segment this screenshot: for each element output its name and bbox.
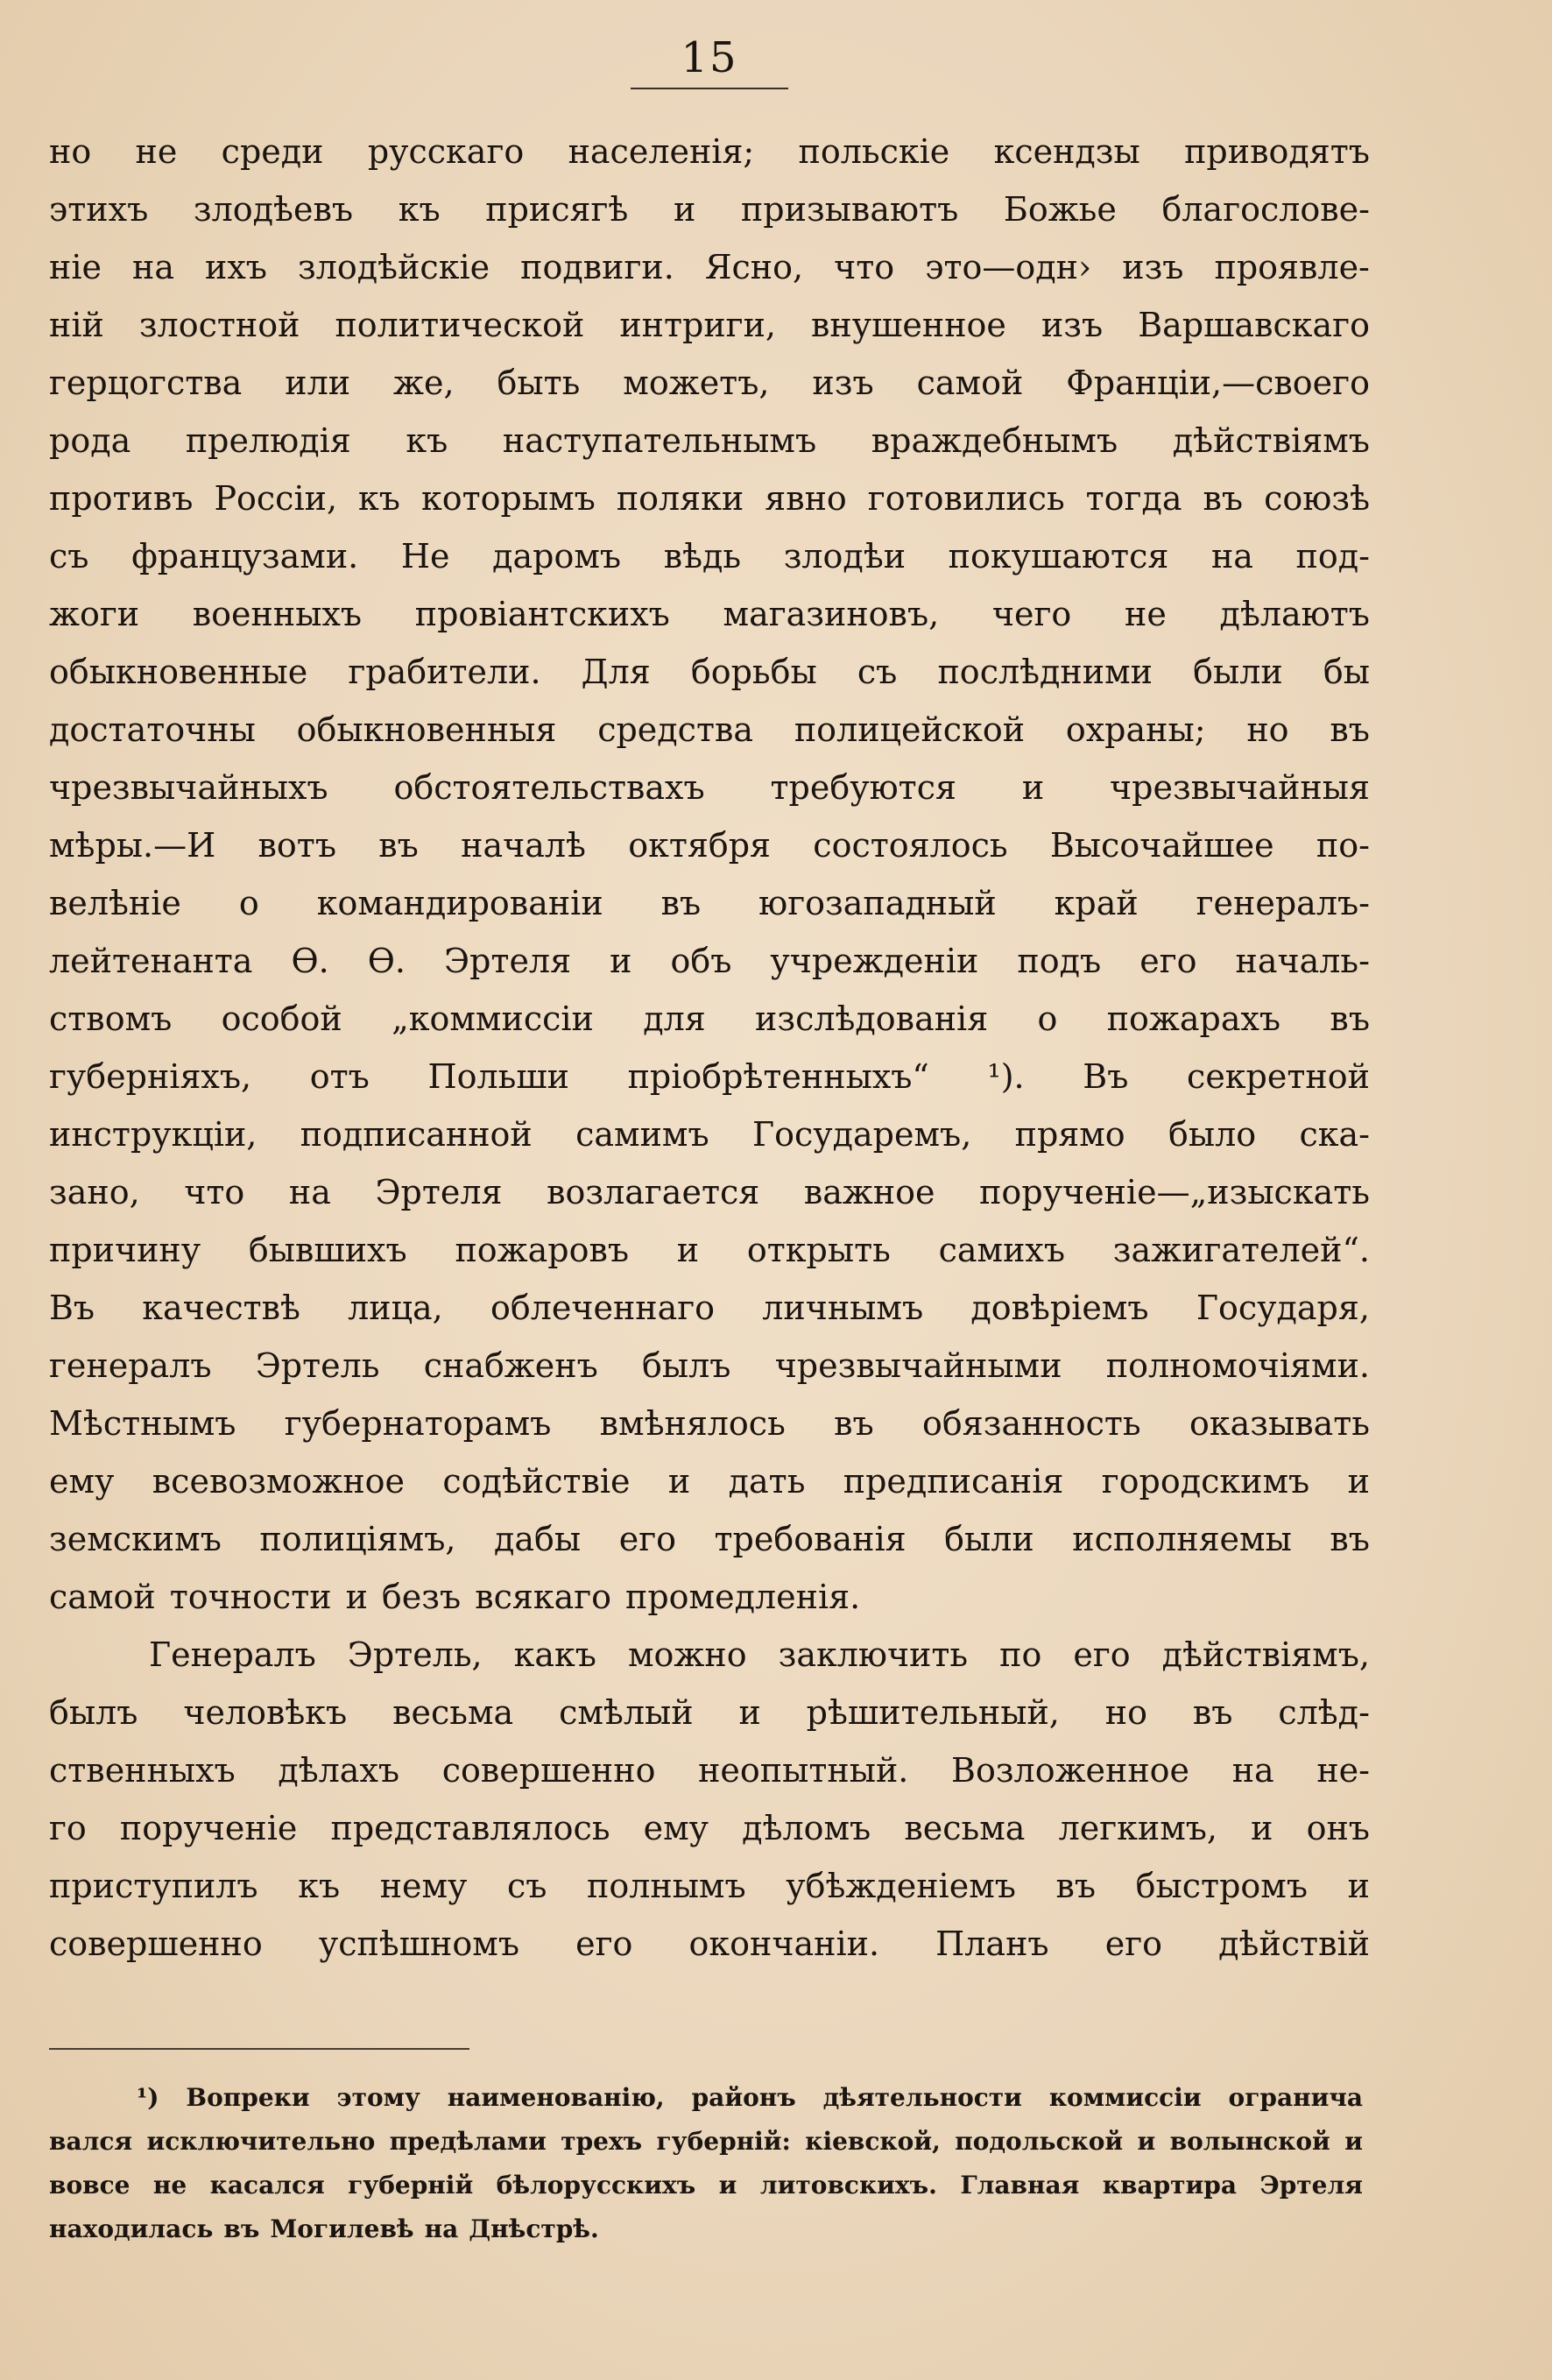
text-line: ственныхъ дѣлахъ совершенно неопытный. Возложенное на не- xyxy=(49,1751,1370,1790)
text-line: рода прелюдія къ наступательнымъ враждебнымъ дѣйствіямъ xyxy=(49,421,1370,460)
text-line: жоги военныхъ провіантскихъ магазиновъ, чего не дѣлаютъ xyxy=(49,595,1370,633)
text-line: генералъ Эртель снабженъ былъ чрезвычайными полномочіями. xyxy=(49,1346,1370,1385)
page-number: 15 xyxy=(681,33,738,82)
footnote-line: ¹) Вопреки этому наименованію, районъ дѣятельности коммиссіи огранича xyxy=(137,2083,1363,2112)
text-line: мѣры.—И вотъ въ началѣ октября состоялось Высочайшее по- xyxy=(49,826,1370,865)
footnote-line: находилась въ Могилевѣ на Днѣстрѣ. xyxy=(49,2214,599,2243)
text-line: совершенно успѣшномъ его окончаніи. Планъ его дѣйствій xyxy=(49,1924,1370,1963)
header-rule xyxy=(631,88,788,89)
text-line: съ французами. Не даромъ вѣдь злодѣи покушаются на под- xyxy=(49,537,1370,576)
text-line: самой точности и безъ всякаго промедленія. xyxy=(49,1578,861,1616)
text-line: ніе на ихъ злодѣйскіе подвиги. Ясно, что это—одн› изъ проявле- xyxy=(49,248,1370,286)
text-line: чрезвычайныхъ обстоятельствахъ требуются и чрезвычайныя xyxy=(49,768,1370,807)
text-line: го порученіе представлялось ему дѣломъ весьма легкимъ, и онъ xyxy=(49,1809,1370,1847)
text-line: ему всевозможное содѣйствіе и дать предписанія городскимъ и xyxy=(49,1462,1370,1501)
text-line: герцогства или же, быть можетъ, изъ самой Франціи,—своего xyxy=(49,364,1370,402)
text-line: Въ качествѣ лица, облеченнаго личнымъ довѣріемъ Государя, xyxy=(49,1289,1370,1327)
text-line: противъ Россіи, къ которымъ поляки явно готовились тогда въ союзѣ xyxy=(49,479,1370,518)
text-line: губерніяхъ, отъ Польши пріобрѣтенныхъ“ ¹). Въ секретной xyxy=(49,1057,1370,1096)
footnote-rule xyxy=(49,2048,469,2050)
text-line: обыкновенные грабители. Для борьбы съ послѣдними были бы xyxy=(49,653,1370,691)
text-line: ствомъ особой „коммиссіи для изслѣдованія о пожарахъ въ xyxy=(49,999,1370,1038)
text-line: ній злостной политической интриги, внушенное изъ Варшавскаго xyxy=(49,306,1370,344)
text-line: былъ человѣкъ весьма смѣлый и рѣшительный, но въ слѣд- xyxy=(49,1693,1370,1732)
text-line: этихъ злодѣевъ къ присягѣ и призываютъ Божье благослове- xyxy=(49,190,1370,229)
text-line: но не среди русскаго населенія; польскіе ксендзы приводятъ xyxy=(49,132,1370,171)
text-line: инструкціи, подписанной самимъ Государемъ, прямо было ска- xyxy=(49,1115,1370,1154)
footnotes xyxy=(49,2076,1363,2251)
text-line: земскимъ полиціямъ, дабы его требованія были исполняемы въ xyxy=(49,1520,1370,1558)
text-line: достаточны обыкновенныя средства полицейской охраны; но въ xyxy=(49,710,1370,749)
footnote-line: вался исключительно предѣлами трехъ губерній: кіевской, подольской и волынской и xyxy=(49,2127,1363,2156)
text-line: зано, что на Эртеля возлагается важное порученіе—„изыскать xyxy=(49,1173,1370,1211)
footnote-line: вовсе не касался губерній бѣлорусскихъ и литовскихъ. Главная квартира Эртеля xyxy=(49,2171,1363,2200)
text-line: велѣніе о командированіи въ югозападный край генералъ- xyxy=(49,884,1370,922)
text-line: лейтенанта Ө. Ө. Эртеля и объ учрежденіи подъ его началь- xyxy=(49,942,1370,980)
text-line: Мѣстнымъ губернаторамъ вмѣнялось въ обязанность оказывать xyxy=(49,1404,1370,1443)
body-text xyxy=(49,123,1370,1973)
text-line: причину бывшихъ пожаровъ и открыть самихъ зажигателей“. xyxy=(49,1231,1370,1269)
text-line: приступилъ къ нему съ полнымъ убѣжденіемъ въ быстромъ и xyxy=(49,1867,1370,1905)
text-line: Генералъ Эртель, какъ можно заключить по его дѣйствіямъ, xyxy=(149,1635,1370,1674)
